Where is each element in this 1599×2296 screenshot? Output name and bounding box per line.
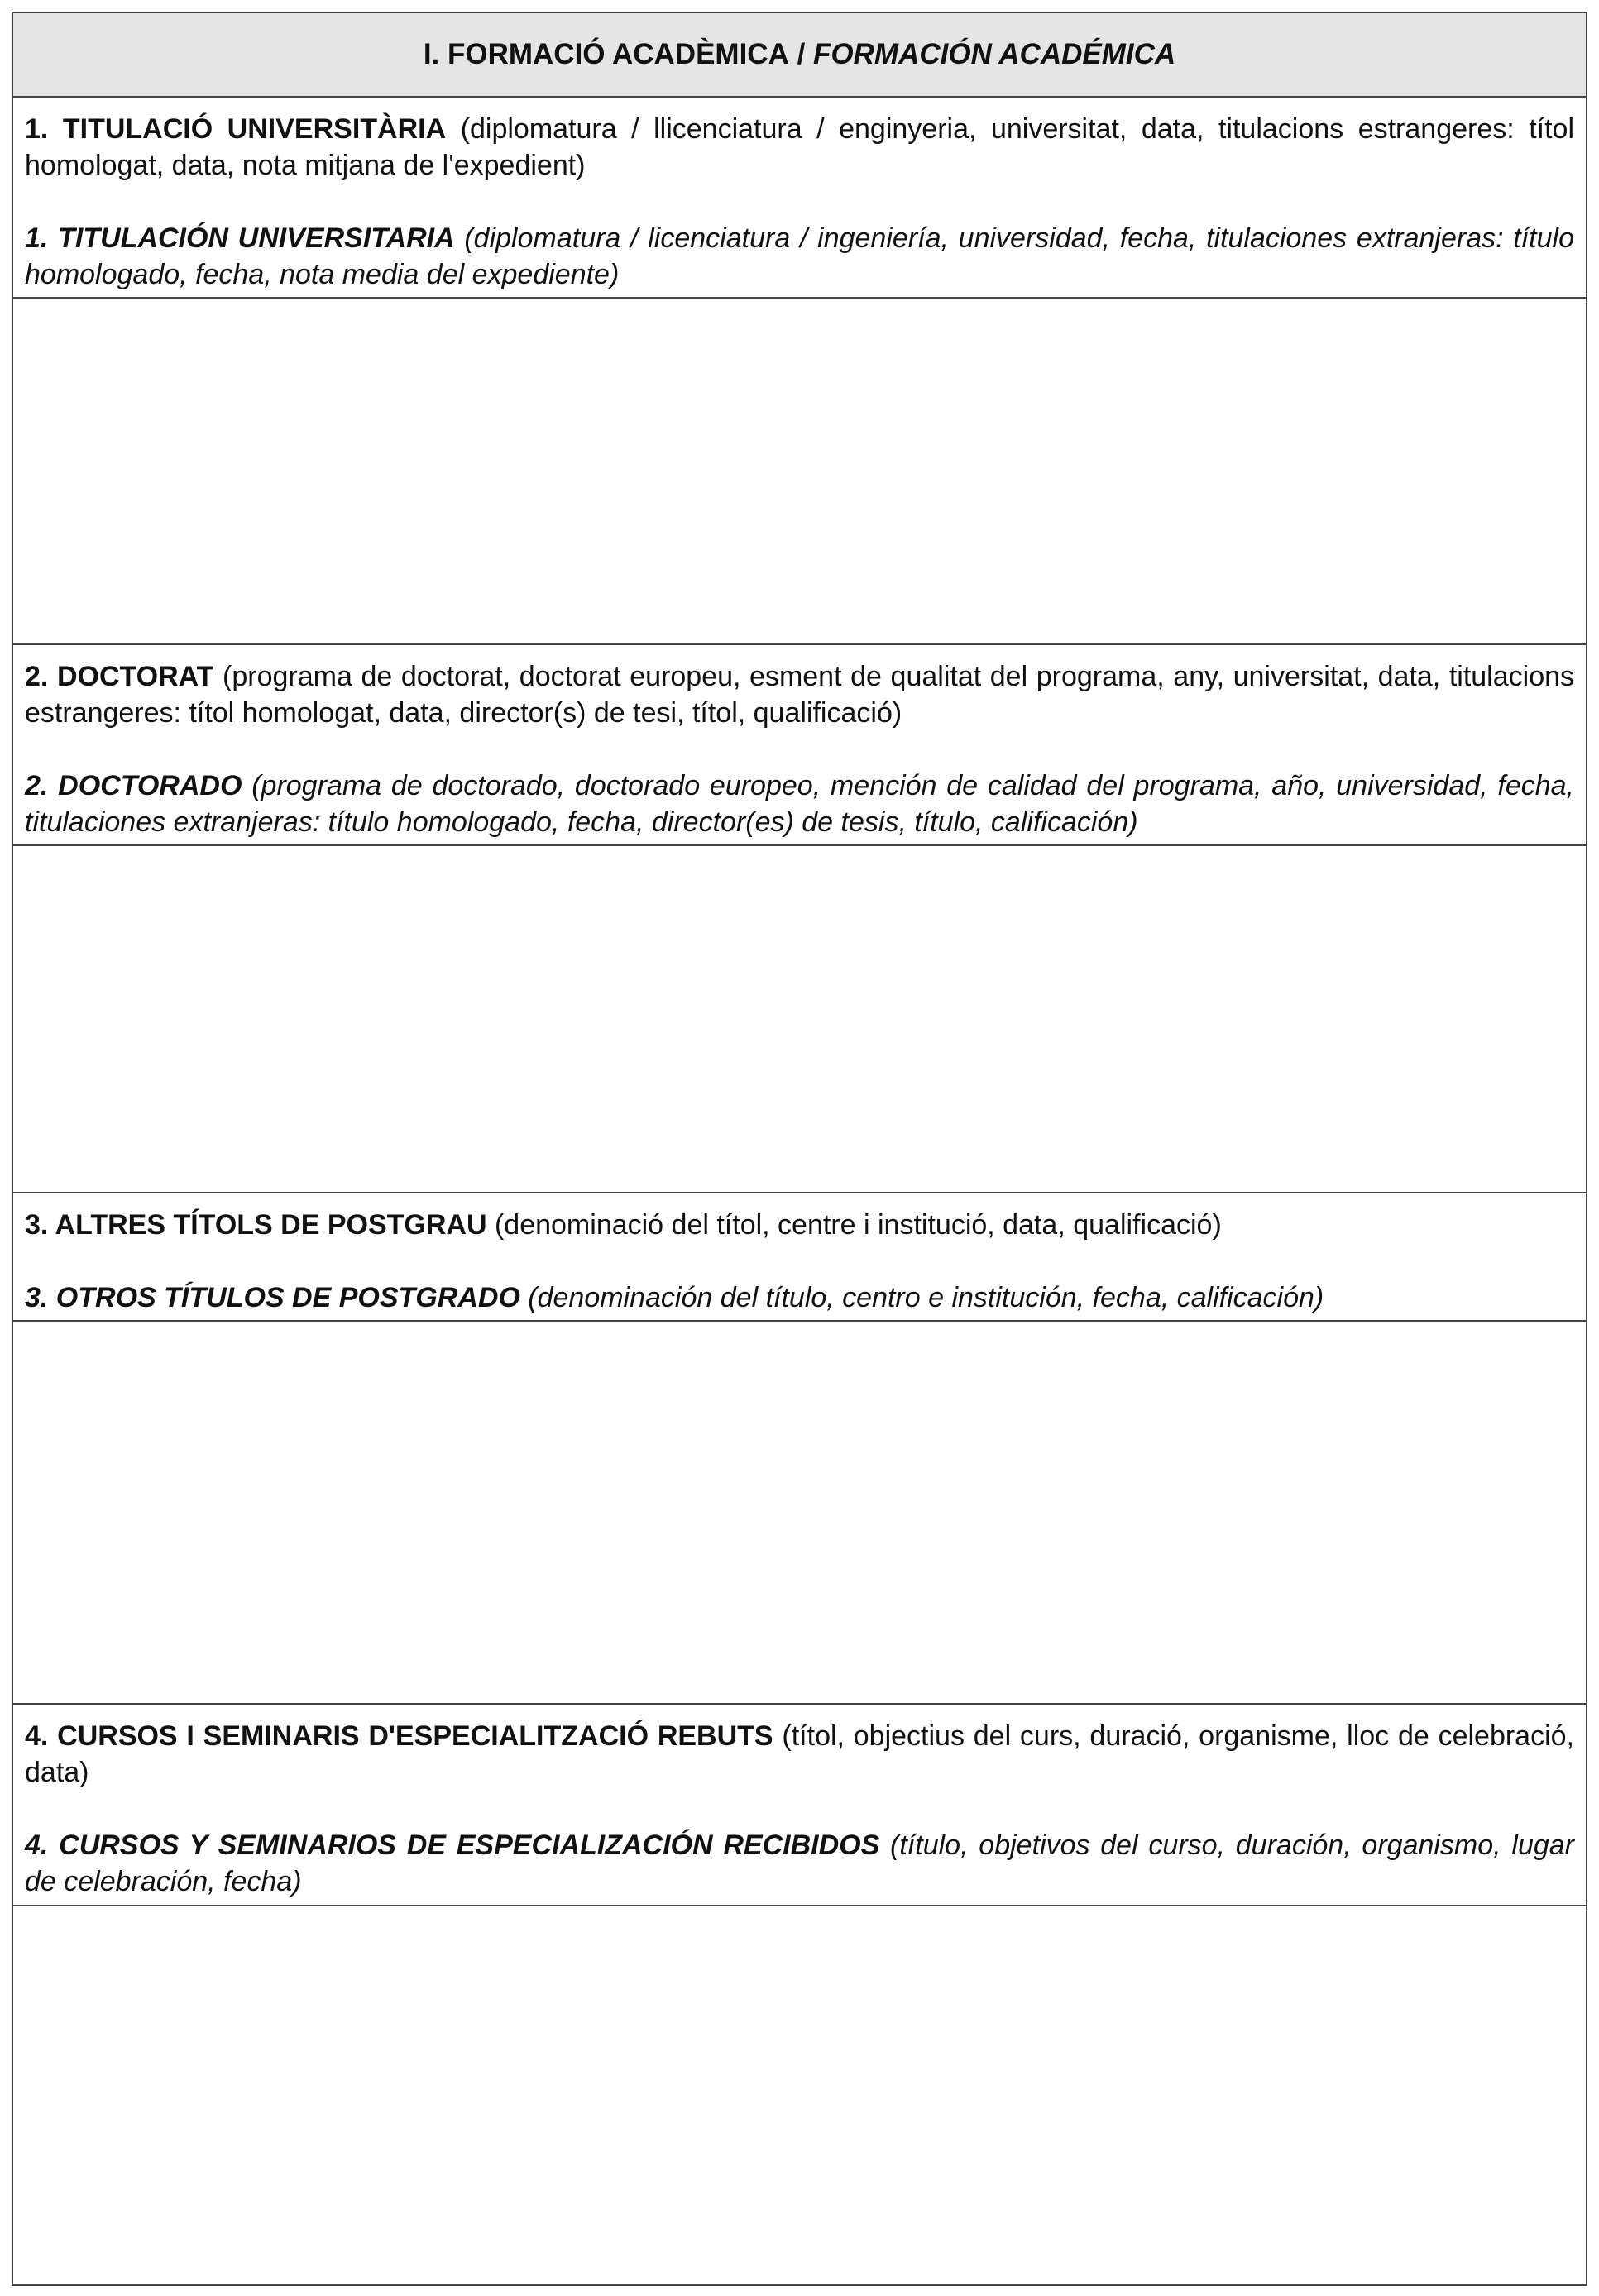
- section-4-ca-detail: (títol, objectius del curs, duració, organisme, lloc de celebració, data): [25, 1720, 1574, 1788]
- section-2-es-title: 2. DOCTORADO: [25, 770, 242, 801]
- header-title-ca: I. FORMACIÓ ACADÈMICA: [423, 38, 789, 70]
- section-3-ca-detail: (denominació del títol, centre i institució, data, qualificació): [486, 1209, 1222, 1241]
- section-1-es-title: 1. TITULACIÓN UNIVERSITARIA: [25, 222, 455, 254]
- section-2-es-detail: (programa de doctorado, doctorado europeo, mención de calidad del programa, año, universidad, fecha, titulaciones extranjeras: título homologado, fecha, director(es) de tesis, título, calificación): [25, 770, 1574, 838]
- section-4-ca-title: 4. CURSOS I SEMINARIS D'ESPECIALITZACIÓ REBUTS: [25, 1720, 773, 1752]
- section-1-ca-detail: (diplomatura / llicenciatura / enginyeria, universitat, data, titulacions estrangeres: títol homologat, data, nota mitjana de l'expedient): [25, 113, 1574, 181]
- section-2-ca-detail: (programa de doctorat, doctorat europeu, esment de qualitat del programa, any, universitat, data, titulacions estrangeres: títol homologat, data, director(s) de tesi, títol, qualificació): [25, 661, 1575, 729]
- section-1-ca-title: 1. TITULACIÓ UNIVERSITÀRIA: [25, 113, 447, 145]
- section-3-input-area[interactable]: [13, 1322, 1586, 1705]
- section-3-es-title: 3. OTROS TÍTULOS DE POSTGRADO: [25, 1282, 520, 1313]
- section-4-es-detail: (título, objetivos del curso, duración, organismo, lugar de celebración, fecha): [25, 1830, 1574, 1897]
- section-3-ca-title: 3. ALTRES TÍTOLS DE POSTGRAU: [25, 1209, 487, 1241]
- section-4-input-area[interactable]: [13, 1906, 1586, 2284]
- section-3-ca: [25, 1207, 1574, 1243]
- section-2-ca-title: 2. DOCTORAT: [25, 661, 214, 692]
- section-1-description: [13, 98, 1586, 299]
- section-2-input-area[interactable]: [13, 846, 1586, 1193]
- section-2-description: [13, 645, 1586, 846]
- section-2-ca: [25, 658, 1574, 731]
- section-3-es: [25, 1280, 1574, 1316]
- header-title-es: FORMACIÓN ACADÉMICA: [813, 38, 1176, 70]
- section-4-es-title: 4. CURSOS Y SEMINARIOS DE ESPECIALIZACIÓN RECIBIDOS: [25, 1830, 880, 1861]
- academic-training-form: [12, 12, 1587, 2286]
- section-4-es: [25, 1827, 1574, 1900]
- section-1-input-area[interactable]: [13, 299, 1586, 645]
- section-1-ca: [25, 111, 1574, 184]
- section-1-es: [25, 220, 1574, 293]
- header-separator: /: [788, 38, 814, 70]
- section-4-ca: [25, 1718, 1574, 1791]
- section-2-es: [25, 768, 1574, 840]
- section-3-es-detail: (denominación del título, centro e institución, fecha, calificación): [519, 1282, 1324, 1313]
- section-header: [13, 13, 1586, 98]
- section-1-es-detail: (diplomatura / licenciatura / ingeniería, universidad, fecha, titulaciones extranjeras: título homologado, fecha, nota media del expediente): [25, 222, 1574, 290]
- section-4-description: [13, 1705, 1586, 1906]
- section-3-description: [13, 1193, 1586, 1322]
